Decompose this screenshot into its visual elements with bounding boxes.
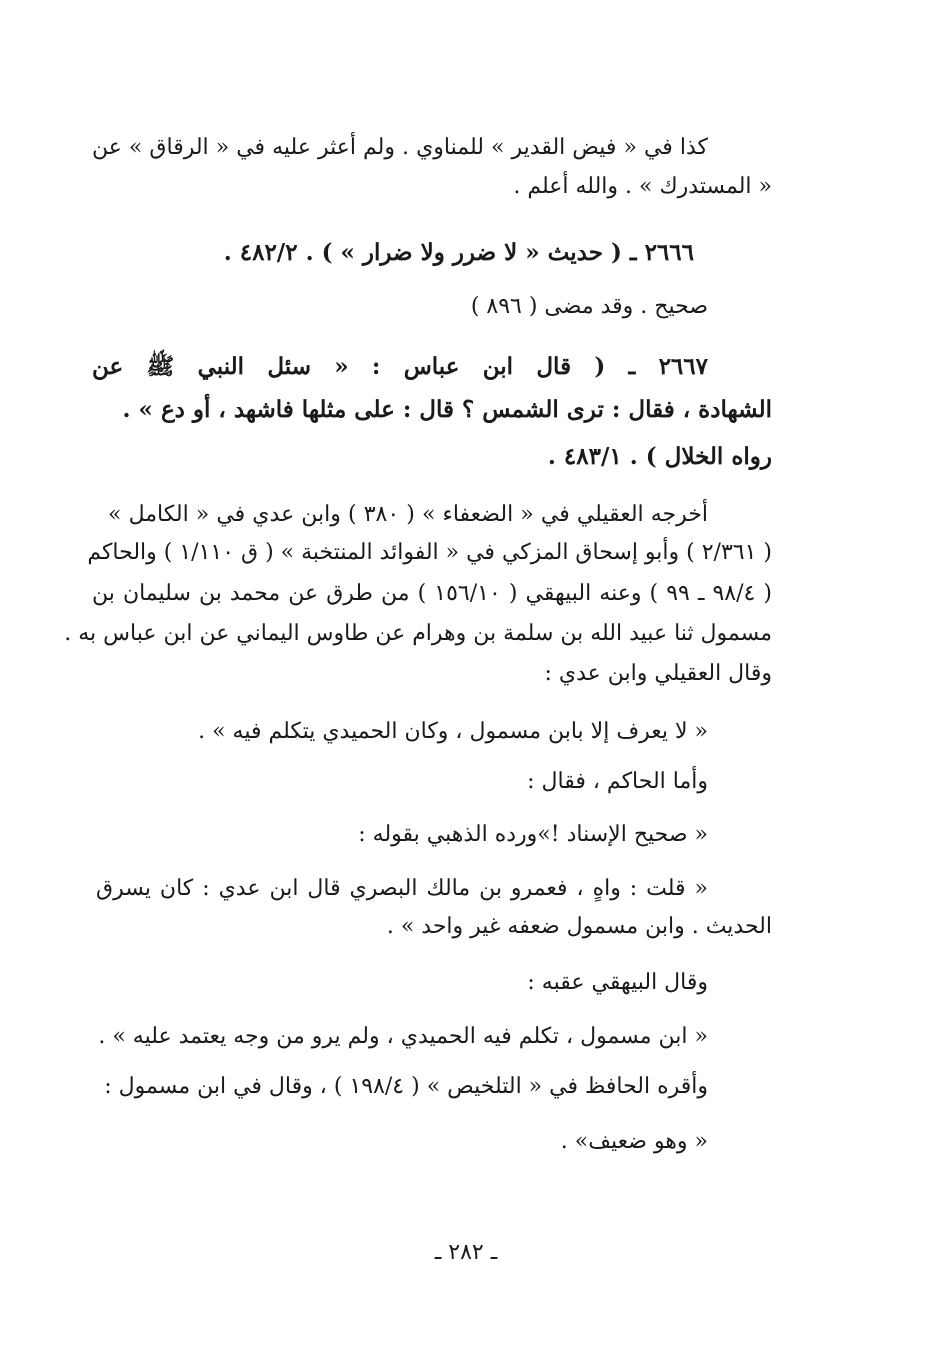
quote-5: « وهو ضعيف» . [560,1129,708,1154]
text-line-2: « المستدرك » . والله أعلم . [513,174,772,199]
hadith-2667-line-1: ٢٦٦٧ ـ ( قال ابن عباس : « سئل النبي ﷺ عن [92,353,708,380]
text-line-1: كذا في « فيض القدير » للمناوي . ولم أعثر عليه في « الرقاق » عن [92,135,708,160]
quote-2: « صحيح الإسناد !»ورده الذهبي بقوله : [358,822,708,847]
quote-3-line-1: « قلت : واهٍ ، فعمرو بن مالك البصري قال ابن عدي : كان يسرق [96,876,708,901]
takhrij-line-2: ( ٢/٣٦١ ) وأبو إسحاق المزكي في « الفوائد المنتخبة » ( ق ١/١١٠ ) والحاكم [87,540,772,565]
text-line-18: وقال البيهقي عقبه : [527,970,708,995]
quote-1: « لا يعرف إلا بابن مسمول ، وكان الحميدي يتكلم فيه » . [198,719,708,744]
takhrij-line-1: أخرجه العقيلي في « الضعفاء » ( ٣٨٠ ) وابن عدي في « الكامل » [108,502,708,527]
text-line-14: وأما الحاكم ، فقال : [527,769,708,794]
hadith-2667-line-3: رواه الخلال ) . ٤٨٣/١ . [547,443,772,470]
quote-4: « ابن مسمول ، تكلم فيه الحميدي ، ولم يرو من وجه يعتمد عليه » . [98,1024,708,1049]
takhrij-line-4: مسمول ثنا عبيد الله بن سلمة بن وهرام عن طاوس اليماني عن ابن عباس به . [64,621,772,646]
text-line-20: وأقره الحافظ في « التلخيص » ( ١٩٨/٤ ) ، وقال في ابن مسمول : [104,1074,708,1099]
grading-2666: صحيح . وقد مضى ( ٨٩٦ ) [470,294,708,319]
page-number: ـ ٢٨٢ ـ [434,1240,498,1265]
quote-3-line-2: الحديث . وابن مسمول ضعفه غير واحد » . [386,914,772,939]
hadith-2667-line-2: الشهادة ، فقال : ترى الشمس ؟ قال : على مثلها فاشهد ، أو دع » . [122,396,772,423]
takhrij-line-3: ( ٩٨/٤ ـ ٩٩ ) وعنه البيهقي ( ١٥٦/١٠ ) من طرق عن محمد بن سليمان بن [92,581,773,606]
hadith-2666-heading: ٢٦٦٦ ـ ( حديث « لا ضرر ولا ضرار » ) . ٤٨٢/٢ . [223,239,694,266]
takhrij-line-5: وقال العقيلي وابن عدي : [544,661,772,686]
